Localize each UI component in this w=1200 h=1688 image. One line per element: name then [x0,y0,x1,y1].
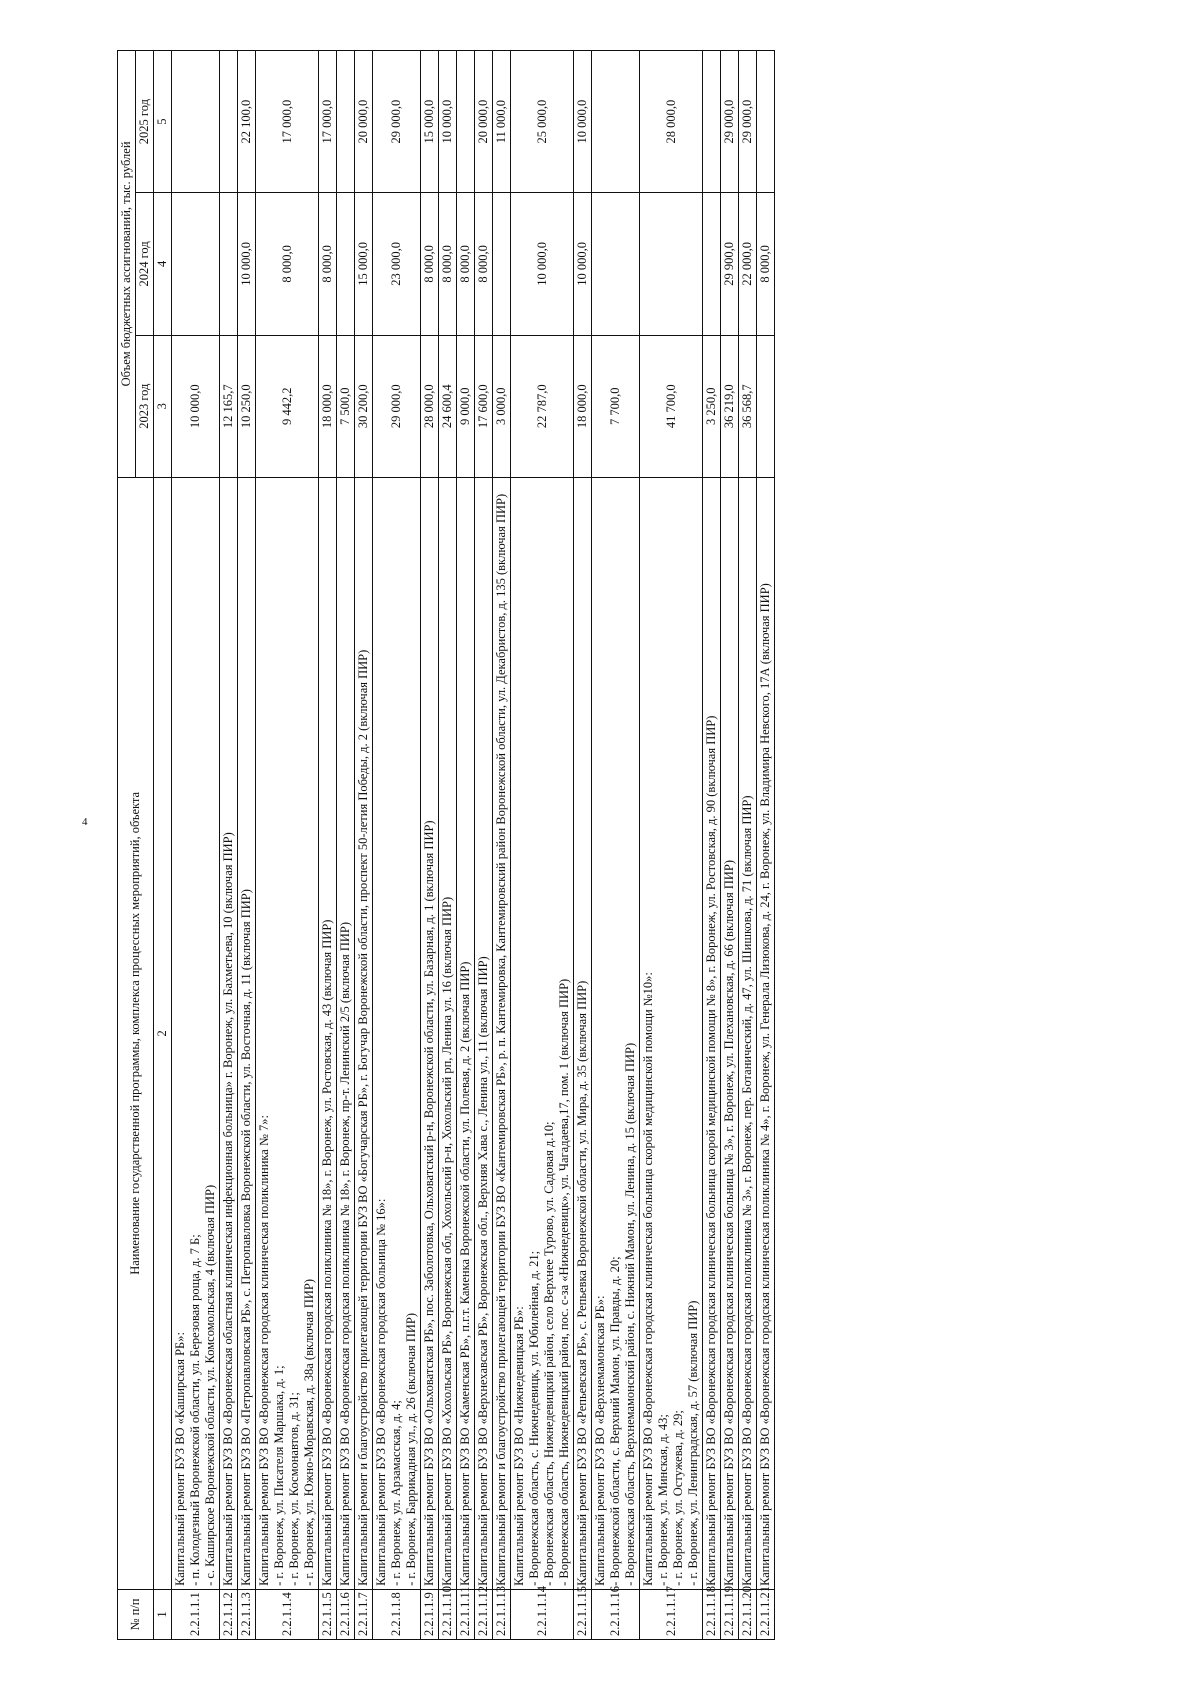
object-name [172,477,220,1589]
object-name [439,477,457,1589]
table-row [319,51,337,1640]
value-2023: 18 000,0 [319,335,337,477]
table-row [256,51,319,1640]
value-2025 [592,51,640,193]
object-name-line: - г. Воронеж, ул. Космонавтов, д. 31; [287,1392,301,1586]
value-2023: 17 600,0 [475,335,493,477]
value-2025 [457,51,475,193]
object-name-line: - г. Воронеж, ул. Южно-Моравская, д. 38а (включая ПИР) [302,1278,316,1586]
object-name-line: - Воронежская область, Нижнедевицкий район, пос. с-за «Нижнедевицк», ул. Чагадаева,17, пом. 1 (включая ПИР) [557,978,571,1586]
value-2025: 22 100,0 [238,51,256,193]
value-2025: 29 000,0 [373,51,421,193]
row-number: 2.2.1.1.8 [373,1589,421,1639]
row-number: 2.2.1.1.12 [475,1589,493,1639]
table-row [493,51,511,1640]
table-row [757,51,775,1640]
object-name [319,477,337,1589]
object-name [355,477,373,1589]
value-2024: 15 000,0 [355,193,373,335]
object-name [475,477,493,1589]
object-name [256,477,319,1589]
value-2025: 25 000,0 [511,51,574,193]
object-name-line: Капитальный ремонт БУЗ ВО «Хохольская РБ», Воронежская обл, Хохольский р-н, Хохольский рп, Ленина ул. 16 (включая ПИР) [440,896,454,1586]
value-2023 [757,335,775,477]
object-name [757,477,775,1589]
value-2024: 29 900,0 [721,193,739,335]
column-index: 3 [154,335,172,477]
object-name [640,477,703,1589]
object-name [373,477,421,1589]
table-row [337,51,355,1640]
object-name-line: Капитальный ремонт БУЗ ВО «Воронежская областная клиническая инфекционная больница» г. Воронеж, ул. Бахметьева, 10 (включая ПИР) [221,832,235,1586]
object-name-line: Капитальный ремонт БУЗ ВО «Нижнедевицкая РБ»: [512,1306,526,1586]
object-name-line: Капитальный ремонт БУЗ ВО «Воронежская городская клиническая больница скорой медицинской помощи №10»: [641,972,655,1586]
object-name-line: Капитальный ремонт БУЗ ВО «Верхнехавская РБ», Воронежская обл., Верхняя Хава с., Ленина ул., 11 (включая ПИР) [476,956,490,1586]
object-name-line: - Воронежская область, Верхнемамонский район, с. Нижний Мамон, ул. Ленина, д. 15 (включая ПИР) [623,1042,637,1586]
row-number: 2.2.1.1.10 [439,1589,457,1639]
table-row [475,51,493,1640]
object-name [337,477,355,1589]
object-name-line: - г. Воронеж, Баррикадная ул., д. 26 (включая ПИР) [404,1312,418,1586]
value-2023: 7 500,0 [337,335,355,477]
column-index-row [154,51,172,1640]
value-2024: 8 000,0 [757,193,775,335]
table-row [220,51,238,1640]
object-name-line: - Воронежская область, Нижнедевицкий район, село Верхнее Турово, ул. Садовая д.10; [542,1121,556,1586]
row-number: 2.2.1.1.13 [493,1589,511,1639]
budget-table [117,50,775,1640]
column-index: 5 [154,51,172,193]
value-2024: 10 000,0 [574,193,592,335]
object-name-line: Капитальный ремонт БУЗ ВО «Воронежская городская поликлиника № 18», г. Воронеж, ул. Ростовская, д. 43 (включая ПИР) [320,919,334,1586]
header-year-2025: 2025 год [136,51,154,193]
object-name [457,477,475,1589]
rotated-table-container [117,50,1124,1640]
object-name [421,477,439,1589]
header-name: Наименование государственной программы, комплекса процессных мероприятий, объекта [118,477,154,1589]
row-number: 2.2.1.1.21 [757,1589,775,1639]
value-2024 [493,193,511,335]
value-2024: 23 000,0 [373,193,421,335]
table-row [421,51,439,1640]
object-name-line: - Воронежская область, с. Нижнедевицк, ул. Юбилейная, д. 21; [527,1250,541,1586]
object-name-line: Капитальный ремонт БУЗ ВО «Верхнемамонская РБ»: [593,1295,607,1586]
row-number: 2.2.1.1.3 [238,1589,256,1639]
value-2024: 8 000,0 [439,193,457,335]
value-2023: 9 000,0 [457,335,475,477]
value-2025: 29 000,0 [739,51,757,193]
value-2025: 20 000,0 [475,51,493,193]
object-name-line: - г. Воронеж, ул. Минская, д. 43; [656,1414,670,1586]
value-2023: 22 787,0 [511,335,574,477]
page-number: 4 [82,816,88,828]
value-2023: 12 165,7 [220,335,238,477]
value-2023: 18 000,0 [574,335,592,477]
row-number: 2.2.1.1.15 [574,1589,592,1639]
value-2024 [172,193,220,335]
object-name [220,477,238,1589]
column-index: 2 [154,477,172,1589]
value-2025 [220,51,238,193]
value-2025: 11 000,0 [493,51,511,193]
object-name-line: - Воронежской области, с. Верхний Мамон, ул. Правды, д. 20; [608,1256,622,1586]
object-name-line: Капитальный ремонт БУЗ ВО «Воронежская городская больница № 16»: [374,1198,388,1586]
value-2024: 8 000,0 [421,193,439,335]
table-row [439,51,457,1640]
value-2023: 36 219,0 [721,335,739,477]
object-name-line: - п. Колодезный Воронежской области, ул. Березовая роща, д. 7 Б; [188,1234,202,1586]
object-name [511,477,574,1589]
column-index: 4 [154,193,172,335]
object-name-line: - с. Каширское Воронежской области, ул. Комсомольская, 4 (включая ПИР) [203,1184,217,1586]
table-row [640,51,703,1640]
value-2025: 29 000,0 [721,51,739,193]
value-2023: 29 000,0 [373,335,421,477]
table-row [172,51,220,1640]
object-name-line: Капитальный ремонт БУЗ ВО «Воронежская городская клиническая поликлиника № 4», г. Воронеж, ул. Генерала Лизюкова, д. 24, г. Воронеж, ул. Владимира Невского, 17А (включая ПИР) [758,583,772,1586]
table-row [238,51,256,1640]
object-name-line: Капитальный ремонт и благоустройство прилегающей территории БУЗ ВО «Кантемировская РБ», р. п. Кантемировка, Кантемировский район Воронежской области, ул. Декабристов, д. 135 (включая ПИР) [494,493,508,1586]
row-number: 2.2.1.1.20 [739,1589,757,1639]
value-2024: 8 000,0 [256,193,319,335]
value-2023: 10 000,0 [172,335,220,477]
value-2024: 22 000,0 [739,193,757,335]
object-name-line: - г. Воронеж, ул. Писателя Маршака, д. 1; [272,1365,286,1586]
value-2025 [337,51,355,193]
value-2025: 20 000,0 [355,51,373,193]
object-name-line: Капитальный ремонт БУЗ ВО «Воронежская городская поликлиника № 3», г. Воронеж, пер. Ботанический, д. 47, ул. Шишкова, д. 71 (включая ПИР) [740,795,754,1586]
value-2024 [640,193,703,335]
object-name-line: Капитальный ремонт БУЗ ВО «Воронежская городская клиническая больница № 3», г. Воронеж, ул. Плехановская, д. 66 (включая ПИР) [722,860,736,1586]
value-2024: 10 000,0 [511,193,574,335]
value-2025: 10 000,0 [574,51,592,193]
value-2024: 8 000,0 [457,193,475,335]
table-row [739,51,757,1640]
object-name-line: Капитальный ремонт БУЗ ВО «Воронежская городская клиническая поликлиника № 7»: [257,1115,271,1586]
header-num: № п/п [118,1589,154,1639]
object-name-line: Капитальный ремонт БУЗ ВО «Каменская РБ», п.г.т. Каменка Воронежской области, ул. Полевая, д. 2 (включая ПИР) [458,961,472,1586]
value-2023: 3 000,0 [493,335,511,477]
row-number: 2.2.1.1.18 [703,1589,721,1639]
value-2025: 28 000,0 [640,51,703,193]
value-2023: 24 600,4 [439,335,457,477]
value-2025: 15 000,0 [421,51,439,193]
row-number: 2.2.1.1.14 [511,1589,574,1639]
value-2024: 8 000,0 [475,193,493,335]
table-row [457,51,475,1640]
value-2025 [703,51,721,193]
value-2024 [220,193,238,335]
value-2023: 30 200,0 [355,335,373,477]
value-2024 [592,193,640,335]
object-name-line: Капитальный ремонт БУЗ ВО «Каширская РБ»: [173,1332,187,1586]
header-year-2023: 2023 год [136,335,154,477]
value-2023: 7 700,0 [592,335,640,477]
row-number: 2.2.1.1.4 [256,1589,319,1639]
value-2025 [172,51,220,193]
row-number: 2.2.1.1.5 [319,1589,337,1639]
row-number: 2.2.1.1.19 [721,1589,739,1639]
value-2023: 9 442,2 [256,335,319,477]
value-2024: 10 000,0 [238,193,256,335]
column-index: 1 [154,1589,172,1639]
object-name-line: - г. Воронеж, ул. Арзамасская, д. 4; [389,1400,403,1586]
row-number: 2.2.1.1.11 [457,1589,475,1639]
table-row [511,51,574,1640]
table-row [355,51,373,1640]
object-name [592,477,640,1589]
object-name-line: Капитальный ремонт БУЗ ВО «Ольховатская РБ», пос. Заболотовка, Ольховатский р-н, Воронежской области, ул. Базарная, д. 1 (включая ПИР) [422,820,436,1586]
value-2023: 3 250,0 [703,335,721,477]
table-row [592,51,640,1640]
object-name-line: Капитальный ремонт и благоустройство прилегающей территории БУЗ ВО «Богучарская РБ», г. Богучар Воронежской области, проспект 50-летия Победы, д. 2 (включая ПИР) [356,649,370,1586]
object-name [721,477,739,1589]
object-name-line: Капитальный ремонт БУЗ ВО «Петропавловская РБ», с. Петропавловка Воронежской области, ул. Восточная, д. 11 (включая ПИР) [239,889,253,1586]
table-row [721,51,739,1640]
header-volume: Объем бюджетных ассигнований, тыс. рублей [118,51,136,478]
row-number: 2.2.1.1.2 [220,1589,238,1639]
object-name-line: - г. Воронеж, ул. Остужева, д. 29; [671,1410,685,1586]
object-name [739,477,757,1589]
object-name [493,477,511,1589]
object-name-line: Капитальный ремонт БУЗ ВО «Воронежская городская поликлиника № 18», г. Воронеж, пр-т. Ленинский 2/5 (включая ПИР) [338,921,352,1586]
row-number: 2.2.1.1.6 [337,1589,355,1639]
value-2025: 17 000,0 [319,51,337,193]
object-name [574,477,592,1589]
header-year-2024: 2024 год [136,193,154,335]
table-row [574,51,592,1640]
table-body [172,51,775,1640]
value-2023: 36 568,7 [739,335,757,477]
value-2025: 10 000,0 [439,51,457,193]
value-2025 [757,51,775,193]
table-row [703,51,721,1640]
row-number: 2.2.1.1.7 [355,1589,373,1639]
value-2024: 8 000,0 [319,193,337,335]
value-2024 [337,193,355,335]
object-name [238,477,256,1589]
object-name-line: Капитальный ремонт БУЗ ВО «Репьевская РБ», с. Репьевка Воронежской области, ул. Мира, д. 35 (включая ПИР) [575,980,589,1586]
row-number: 2.2.1.1.16 [592,1589,640,1639]
value-2023: 10 250,0 [238,335,256,477]
object-name-line: - г. Воронеж, ул. Ленинградская, д. 57 (включая ПИР) [686,1300,700,1586]
value-2024 [703,193,721,335]
row-number: 2.2.1.1.1 [172,1589,220,1639]
value-2023: 28 000,0 [421,335,439,477]
row-number: 2.2.1.1.17 [640,1589,703,1639]
object-name-line: Капитальный ремонт БУЗ ВО «Воронежская городская клиническая больница скорой медицинской помощи № 8», г. Воронеж, ул. Ростовская, д. 90 (включая ПИР) [704,715,718,1586]
value-2023: 41 700,0 [640,335,703,477]
table-row [373,51,421,1640]
value-2025: 17 000,0 [256,51,319,193]
row-number: 2.2.1.1.9 [421,1589,439,1639]
object-name [703,477,721,1589]
